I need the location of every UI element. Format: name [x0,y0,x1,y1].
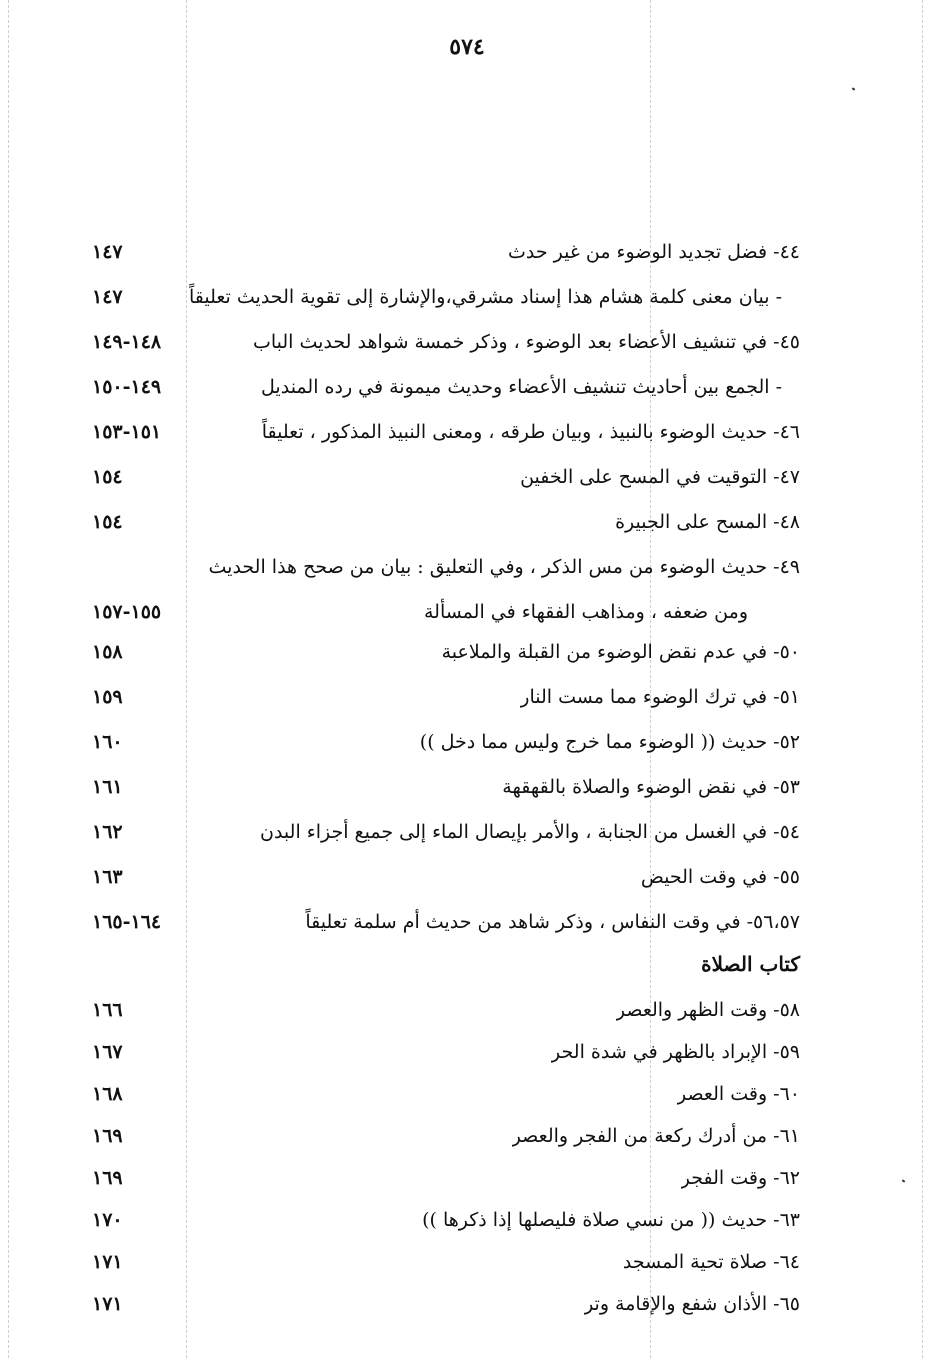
toc-entry-pages: ١٤٧ [92,241,123,263]
toc-entry-pages: ١٦٩ [92,1167,123,1189]
toc-entry-pages: ١٥٤ [92,466,123,488]
toc-entry-pages: ١٦٠ [92,731,123,753]
toc-entry-pages: ١٤٩-١٥٠ [92,376,162,398]
toc-entry-title: ٤٤- فضل تجديد الوضوء من غير حدث [508,241,800,263]
toc-entry [0,457,934,497]
toc-entry-pages: ١٦٣ [92,866,123,888]
toc-entry-title: ٦٤- صلاة تحية المسجد [622,1251,800,1273]
page-number: ٥٧٤ [449,34,485,60]
toc-entry-title: ٦٢- وقت الفجر [680,1167,800,1189]
toc-entry-title: ٤٧- التوقيت في المسح على الخفين [520,466,800,488]
toc-entry-pages: ١٧٠ [92,1209,123,1231]
section-heading-row [0,944,934,984]
toc-entry-pages: ١٦٢ [92,821,123,843]
toc-entry-title: ٦١- من أدرك ركعة من الفجر والعصر [511,1125,800,1147]
toc-entry-pages: ١٥٥-١٥٧ [92,601,162,623]
scan-speck [852,87,856,90]
toc-entry-pages: ١٤٨-١٤٩ [92,331,162,353]
toc-entry-title: - بيان معنى كلمة هشام هذا إسناد مشرقي،والإشارة إلى تقوية الحديث تعليقاً [188,286,782,308]
toc-entry-pages: ١٦٨ [92,1083,123,1105]
toc-entry [0,277,934,317]
toc-entry-title: ٥٨- وقت الظهر والعصر [615,999,800,1021]
toc-entry [0,1074,934,1114]
toc-entry-title: ٤٥- في تنشيف الأعضاء بعد الوضوء ، وذكر خمسة شواهد لحديث الباب [252,331,800,353]
toc-entry [0,677,934,717]
toc-entry [0,1158,934,1198]
toc-entry-pages: ١٥٤ [92,511,123,533]
toc-entry-pages: ١٥٨ [92,641,123,663]
toc-entry-pages: ١٦١ [92,776,123,798]
toc-entry [0,902,934,942]
toc-entry-title: ٥٦،٥٧- في وقت النفاس ، وذكر شاهد من حديث أم سلمة تعليقاً [305,911,800,933]
toc-entry-title: ومن ضعفه ، ومذاهب الفقهاء في المسألة [423,601,748,623]
toc-entry-pages: ١٧١ [92,1251,123,1273]
section-heading: كتاب الصلاة [701,952,800,976]
toc-entry [0,232,934,272]
toc-entry-pages: ١٦٩ [92,1125,123,1147]
toc-entry-title: ٥٤- في الغسل من الجنابة ، والأمر بإيصال الماء إلى جميع أجزاء البدن [260,821,800,843]
toc-entry-title: ٦٠- وقت العصر [676,1083,800,1105]
toc-entry-pages: ١٦٤-١٦٥ [92,911,162,933]
toc-entry-pages: ١٤٧ [92,286,123,308]
toc-entry-title: ٥١- في ترك الوضوء مما مست النار [520,686,800,708]
toc-entry [0,812,934,852]
toc-entry [0,632,934,672]
toc-entry [0,1200,934,1240]
toc-entry-title: ٥٢- حديث (( الوضوء مما خرج وليس مما دخل )) [419,731,800,753]
toc-entry-pages: ١٥١-١٥٣ [92,421,162,443]
toc-entry-title: ٥٩- الإبراد بالظهر في شدة الحر [551,1041,800,1063]
table-of-contents [0,232,934,1332]
toc-entry-continuation [0,592,934,632]
toc-entry-title: ٤٩- حديث الوضوء من مس الذكر ، وفي التعليق : بيان من صحح هذا الحديث [208,556,800,578]
toc-entry [0,322,934,362]
toc-entry [0,722,934,762]
toc-entry-title: ٤٨- المسح على الجبيرة [615,511,800,533]
toc-entry [0,412,934,452]
toc-entry-pages: ١٥٩ [92,686,123,708]
toc-entry [0,1032,934,1072]
toc-entry-title: ٥٥- في وقت الحيض [640,866,800,888]
toc-entry [0,1116,934,1156]
toc-entry-title: ٦٣- حديث (( من نسي صلاة فليصلها إذا ذكرها )) [422,1209,800,1231]
toc-entry [0,502,934,542]
toc-entry [0,547,934,587]
toc-entry [0,1284,934,1324]
toc-entry-title: - الجمع بين أحاديث تنشيف الأعضاء وحديث ميمونة في رده المنديل [261,376,782,398]
toc-entry [0,990,934,1030]
toc-entry [0,857,934,897]
toc-entry-title: ٥٠- في عدم نقض الوضوء من القبلة والملاعبة [441,641,800,663]
toc-entry [0,767,934,807]
toc-entry [0,367,934,407]
toc-entry-pages: ١٦٧ [92,1041,123,1063]
toc-entry [0,1242,934,1282]
toc-entry-title: ٦٥- الأذان شفع والإقامة وتر [584,1293,800,1315]
toc-entry-title: ٤٦- حديث الوضوء بالنبيذ ، وبيان طرقه ، ومعنى النبيذ المذكور ، تعليقاً [261,421,800,443]
toc-entry-title: ٥٣- في نقض الوضوء والصلاة بالقهقهة [502,776,800,798]
toc-entry-pages: ١٧١ [92,1293,123,1315]
toc-entry-pages: ١٦٦ [92,999,123,1021]
